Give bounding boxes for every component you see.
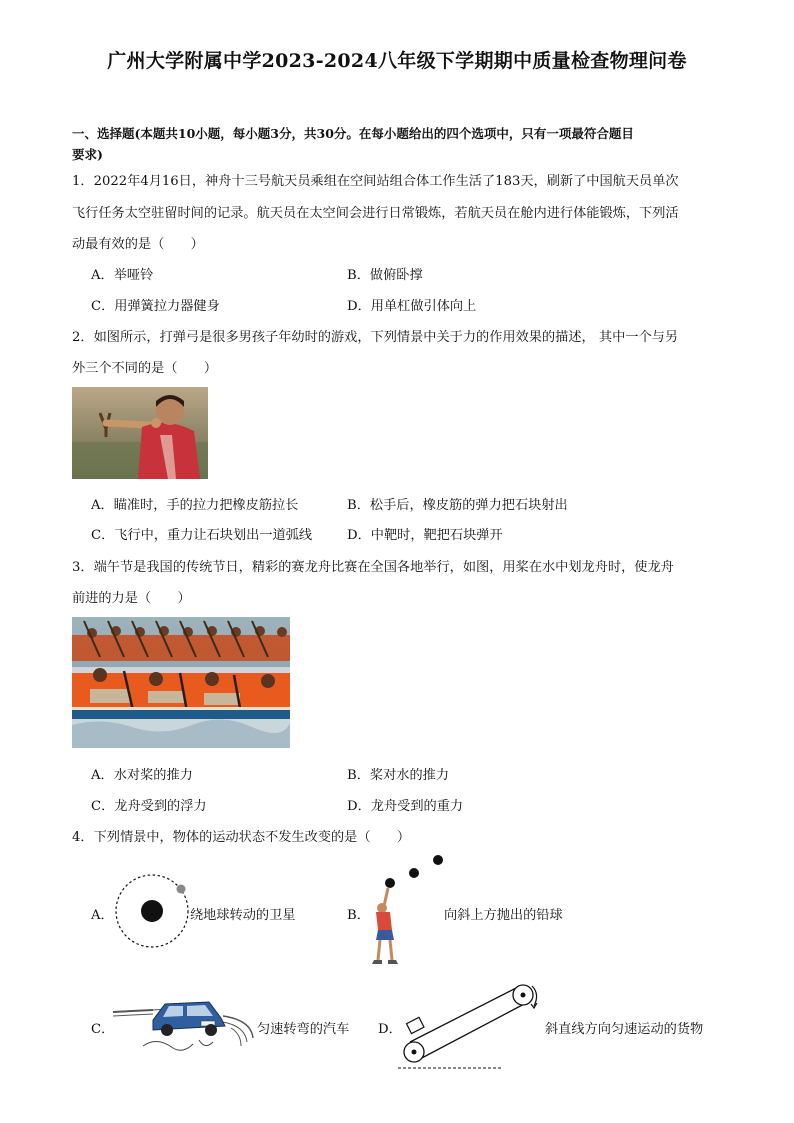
q1-option-d[interactable]: D．用单杠做引体向上 xyxy=(347,299,477,314)
dragon-boat-photo xyxy=(72,617,290,748)
q1-line3: 动最有效的是（ ） xyxy=(72,237,204,252)
slingshot-boy-photo xyxy=(72,387,208,479)
conveyor-belt-figure xyxy=(398,980,546,1074)
q3-option-b[interactable]: B．桨对水的推力 xyxy=(347,768,450,783)
q2-line2: 外三个不同的是（ ） xyxy=(72,361,218,376)
q2-option-b[interactable]: B．松手后，橡皮筋的弹力把石块射出 xyxy=(347,498,568,513)
q3-line2: 前进的力是（ ） xyxy=(72,591,191,606)
q2-option-d[interactable]: D．中靶时，靶把石块弹开 xyxy=(347,528,503,543)
q4-line1: 4．下列情景中，物体的运动状态不发生改变的是（ ） xyxy=(72,830,411,845)
q4-option-b[interactable]: B． xyxy=(347,908,370,923)
q3-option-c[interactable]: C．龙舟受到的浮力 xyxy=(91,799,207,814)
q4-caption-b: 向斜上方抛出的铅球 xyxy=(444,908,563,923)
exam-title: 广州大学附属中学2023-2024八年级下学期期中质量检查物理问卷 xyxy=(107,50,687,72)
q1-line2: 飞行任务太空驻留时间的记录。航天员在太空间会进行日常锻炼，若航天员在舱内进行体能锻炼，下列活 xyxy=(72,206,679,221)
q1-line1: 1．2022年4月16日，神舟十三号航天员乘组在空间站组合体工作生活了183天，刷新了中国航天员单次 xyxy=(72,174,679,189)
q4-caption-c: 匀速转弯的汽车 xyxy=(257,1022,350,1037)
turning-car-figure xyxy=(113,990,255,1058)
q4-option-c[interactable]: C． xyxy=(91,1022,115,1037)
q4-caption-d: 斜直线方向匀速运动的货物 xyxy=(545,1022,704,1037)
section-header-line1: 一、选择题(本题共10小题，每小题3分，共30分。在每小题给出的四个选项中，只有一项最符合题目 xyxy=(72,126,634,141)
q3-line1: 3．端午节是我国的传统节日，精彩的赛龙舟比赛在全国各地举行，如图，用桨在水中划龙舟时，使龙舟 xyxy=(72,560,674,575)
q1-option-a[interactable]: A．举哑铃 xyxy=(91,268,154,283)
satellite-orbit-figure xyxy=(114,871,194,951)
q2-option-a[interactable]: A．瞄准时，手的拉力把橡皮筋拉长 xyxy=(91,498,299,513)
q4-option-d[interactable]: D． xyxy=(378,1022,402,1037)
section-header-line2: 要求) xyxy=(72,147,103,162)
q1-option-b[interactable]: B．做俯卧撑 xyxy=(347,268,423,283)
q1-option-c[interactable]: C．用弹簧拉力器健身 xyxy=(91,299,220,314)
q4-caption-a: 绕地球转动的卫星 xyxy=(190,908,296,923)
q2-line1: 2．如图所示，打弹弓是很多男孩子年幼时的游戏，下列情景中关于力的作用效果的描述， 其中一个与另 xyxy=(72,330,679,345)
q3-option-a[interactable]: A．水对桨的推力 xyxy=(91,768,193,783)
shot-put-figure xyxy=(372,850,452,968)
q3-option-d[interactable]: D．龙舟受到的重力 xyxy=(347,799,464,814)
q4-option-a[interactable]: A． xyxy=(91,908,114,923)
q2-option-c[interactable]: C．飞行中，重力让石块划出一道弧线 xyxy=(91,528,313,543)
